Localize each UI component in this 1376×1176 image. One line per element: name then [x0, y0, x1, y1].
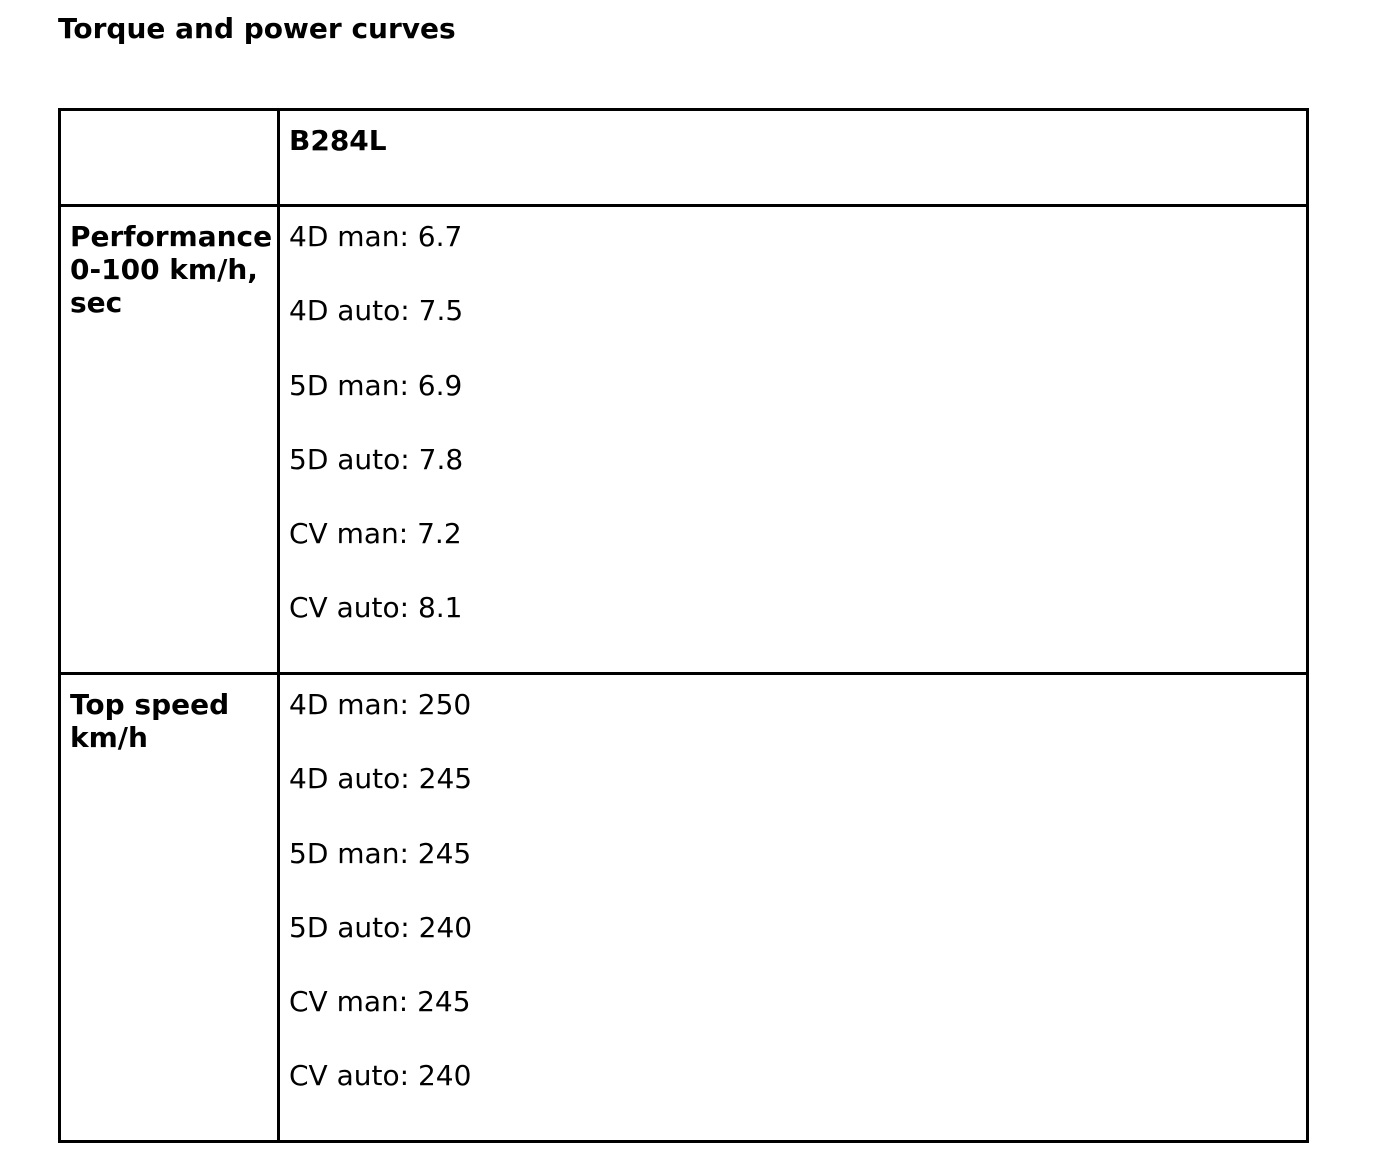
table-header-row — [60, 110, 1308, 206]
performance-value: 4D man: 6.7 — [289, 220, 463, 253]
top-speed-label-cell — [60, 674, 279, 1142]
top-speed-value: 4D auto: 245 — [289, 762, 473, 796]
performance-label-cell — [60, 206, 279, 674]
performance-value: CV man: 7.2 — [289, 517, 462, 551]
table-row-performance — [60, 206, 1308, 674]
performance-value: 4D auto: 7.5 — [289, 294, 464, 328]
top-speed-value: 5D auto: 240 — [289, 910, 473, 944]
page-title: Torque and power curves — [58, 12, 456, 45]
performance-value: 5D auto: 7.8 — [289, 442, 464, 476]
table-row-top-speed — [60, 674, 1308, 1142]
header-empty-cell — [60, 110, 279, 206]
top-speed-values-cell — [279, 674, 1308, 1142]
performance-value: 5D man: 6.9 — [289, 368, 463, 402]
performance-values — [280, 207, 1306, 666]
top-speed-value: 5D man: 245 — [289, 836, 472, 870]
top-speed-label: Top speed km/h — [70, 688, 230, 754]
performance-values-cell — [279, 206, 1308, 674]
top-speed-value: CV man: 245 — [289, 985, 471, 1019]
top-speed-value: 4D man: 250 — [289, 688, 472, 721]
top-speed-value: CV auto: 240 — [289, 1059, 472, 1093]
spec-table — [58, 108, 1309, 1143]
performance-value: CV auto: 8.1 — [289, 591, 463, 625]
performance-label: Performance 0-100 km/h, sec — [70, 220, 273, 319]
header-model-cell — [279, 110, 1308, 206]
model-name: B284L — [289, 124, 387, 157]
top-speed-values — [280, 675, 1306, 1134]
